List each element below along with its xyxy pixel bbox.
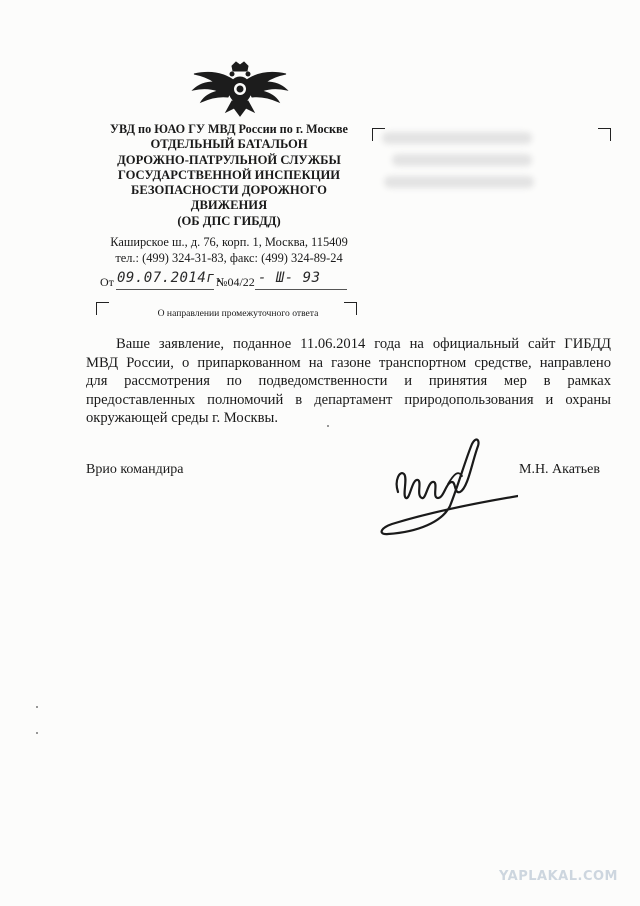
outgoing-number-line (100, 270, 360, 293)
scan-speck (36, 706, 38, 708)
body-line: МВД России, о припаркованном на газоне транспортном средстве, направлено (86, 354, 611, 371)
scan-speck (36, 732, 38, 734)
eagle-emblem-icon (190, 60, 290, 122)
handwritten-date: 09.07.2014г. (117, 270, 225, 286)
unit-line: БЕЗОПАСНОСТИ ДОРОЖНОГО (131, 183, 327, 198)
scan-speck (327, 425, 329, 427)
number-underline (255, 289, 347, 290)
subject-bracket-left (96, 302, 109, 315)
issuer-header (84, 122, 374, 229)
handwritten-signature-icon (368, 422, 518, 547)
recipient-address-blurred (372, 128, 622, 208)
unit-line: ДВИЖЕНИЯ (190, 198, 268, 213)
letter-subject: О направлении промежуточного ответа (157, 308, 319, 319)
unit-line: ОТДЕЛЬНЫЙ БАТАЛЬОН (150, 137, 308, 152)
signatory-title: Врио командира (86, 462, 184, 477)
unit-line: ДОРОЖНО-ПАТРУЛЬНОЙ СЛУЖБЫ (117, 152, 341, 167)
body-line: окружающей среды г. Москвы. (86, 410, 278, 427)
signatory-name: М.Н. Акатьев (519, 462, 600, 477)
from-label: От (100, 275, 114, 289)
issuer-phone: тел.: (499) 324-31-83, факс: (499) 324-89-24 (115, 251, 343, 265)
letter-body (86, 335, 611, 428)
date-underline (116, 289, 214, 290)
issuer-address: Каширское ш., д. 76, корп. 1, Москва, 115409 (110, 235, 348, 249)
handwritten-number: - Ш- 93 (258, 270, 321, 286)
issuer-address-block (84, 234, 374, 266)
body-line: предоставленных полномочий в департамент природопользования и охраны (86, 391, 611, 408)
body-line: для рассмотрения по подведомственности и принятия мер в рамках (86, 373, 611, 390)
number-label: №04/22 (216, 275, 255, 289)
body-line: Ваше заявление, поданное 11.06.2014 года на официальный сайт ГИБДД (116, 336, 611, 352)
unit-line: (ОБ ДПС ГИБДД) (177, 213, 281, 228)
unit-line: ГОСУДАРСТВЕННОЙ ИНСПЕКЦИИ (117, 167, 341, 182)
issuer-department: УВД по ЮАО ГУ МВД России по г. Москве (110, 122, 348, 136)
site-watermark: YAPLAKAL.COM (499, 869, 618, 884)
